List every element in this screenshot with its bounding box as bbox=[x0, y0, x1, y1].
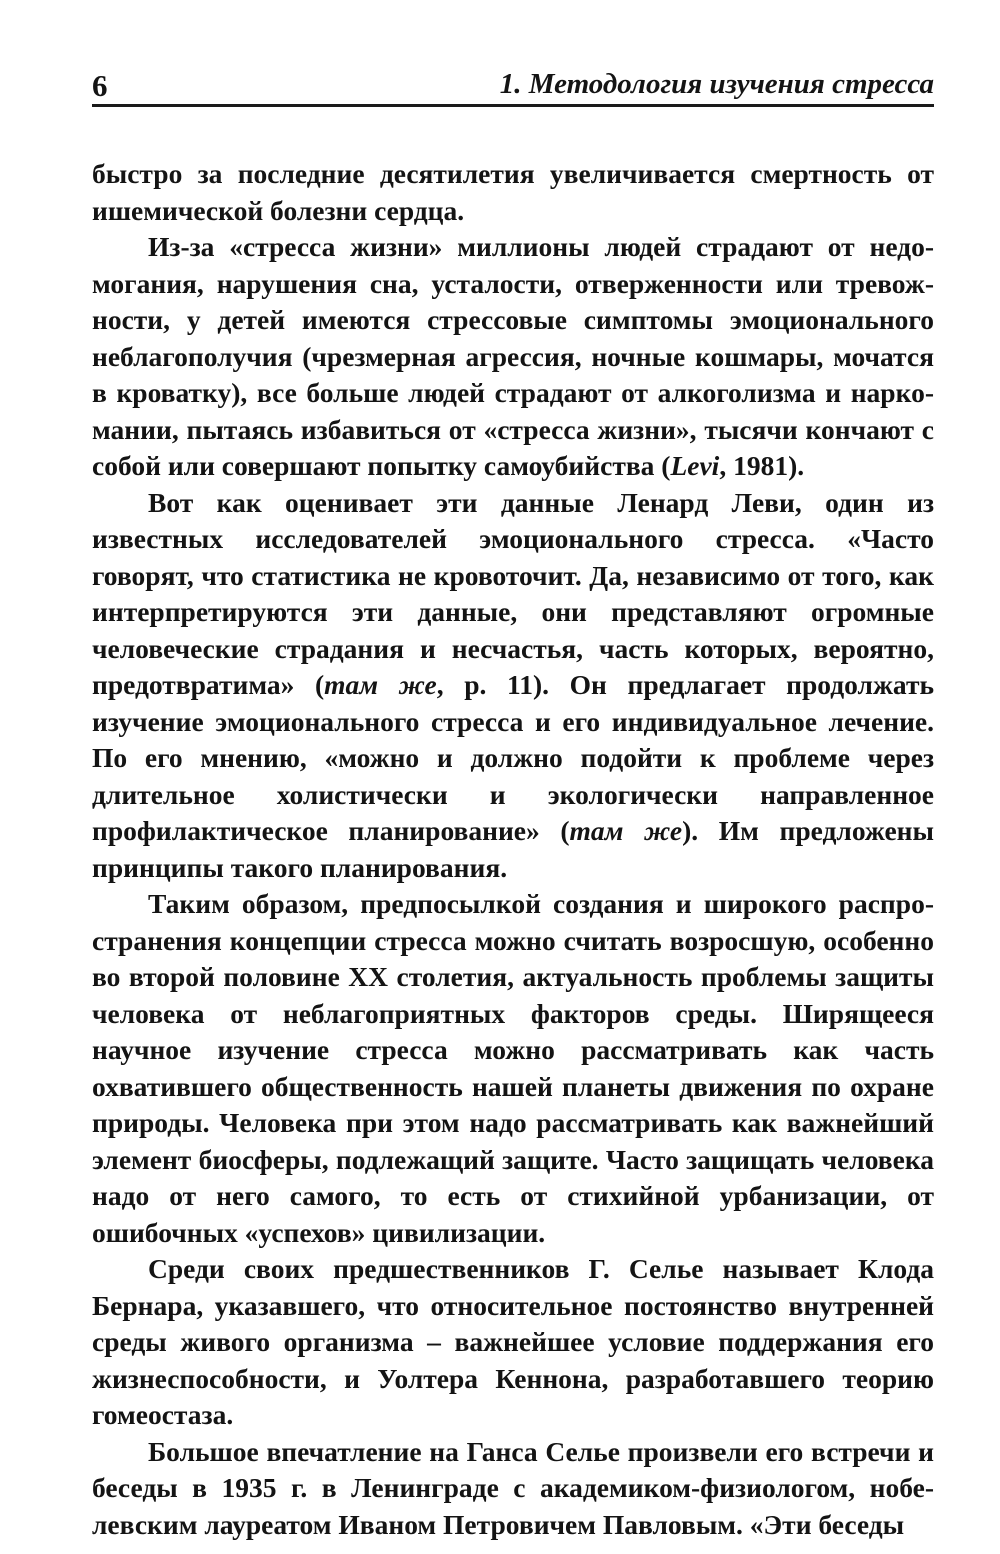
citation-ibid: там же bbox=[324, 669, 437, 700]
text-segment: Большое впечатление на Ганса Селье произвели его встречи и беседы в 1935 г. в Ленинграде с академиком-физиологом, нобелевским лауреатом Иваном Петровичем Павловым. «Эти беседы bbox=[92, 1435, 934, 1540]
text-segment: Таким образом, предпосылкой создания и широкого распространения концепции стресса можно считать возросшую, особенно во второй половине XX столетия, актуальность проблемы защиты человека от неблагоприятных факторов среды. Ширящееся научное изучение стресса можно рассматривать как часть охватившего общественность нашей планеты движения по охране природы. Человека при этом надо рассматривать как важнейший элемент биосферы, подлежащий защите. Часто защищать человека надо от него самого, то есть от стихийной урбанизации, от ошибочных «успехов» цивилизации. bbox=[92, 888, 934, 1248]
running-title: 1. Методология изучения стресса bbox=[499, 68, 934, 100]
paragraph-life-stress bbox=[92, 229, 934, 485]
text-segment: , 1981). bbox=[719, 450, 805, 481]
citation-author: Levi bbox=[670, 450, 720, 481]
body-text bbox=[92, 156, 934, 1543]
page-number: 6 bbox=[92, 68, 108, 103]
paragraph-predecessors bbox=[92, 1251, 934, 1434]
page-header bbox=[92, 60, 934, 107]
text-segment: Из-за «стресса жизни» миллионы людей страдают от недомогания, нарушения сна, усталости, отверженности или тревожности, у детей имеются стрессовые симптомы эмоционального неблагополучия (чрезмерная агрессия, ночные кошмары, мочатся в кроватку), все больше людей страдают от алкоголизма и наркомании, пытаясь избавиться от «стресса жизни», тысячи кончают с собой или совершают попытку самоубийства ( bbox=[92, 231, 934, 481]
book-page bbox=[92, 60, 934, 1543]
text-segment: ). Им предложены принципы такого планирования. bbox=[92, 815, 934, 883]
paragraph-pavlov bbox=[92, 1434, 934, 1544]
paragraph-levi-quote bbox=[92, 485, 934, 887]
text-segment: Среди своих предшественников Г. Селье называет Клода Бернара, указавшего, что относительное постоянство внутренней среды живого организма – важнейшее условие поддержания его жизнеспособности, и Уолтера Кеннона, разработавшего теорию гомеостаза. bbox=[92, 1253, 934, 1430]
citation-ibid: там же bbox=[569, 815, 683, 846]
paragraph-continuation bbox=[92, 156, 934, 229]
text-segment: , p. 11). Он предлагает продолжать изучение эмоционального стресса и его индивидуальное лечение. По его мнению, «можно и должно подойти к проблеме через длительное холистически и экологически направленное профилактическое планирование» ( bbox=[92, 669, 934, 846]
text-segment: Вот как оценивает эти данные Ленард Леви, один из известных исследователей эмоционального стресса. «Часто говорят, что статистика не кровоточит. Да, независимо от того, как интерпретируются эти данные, они представляют огромные человеческие страдания и несчастья, часть которых, вероятно, предотвратима» ( bbox=[92, 486, 934, 700]
text-segment: быстро за последние десятилетия увеличивается смертность от ишемической болезни сердца. bbox=[92, 158, 934, 226]
paragraph-stress-concept bbox=[92, 886, 934, 1251]
